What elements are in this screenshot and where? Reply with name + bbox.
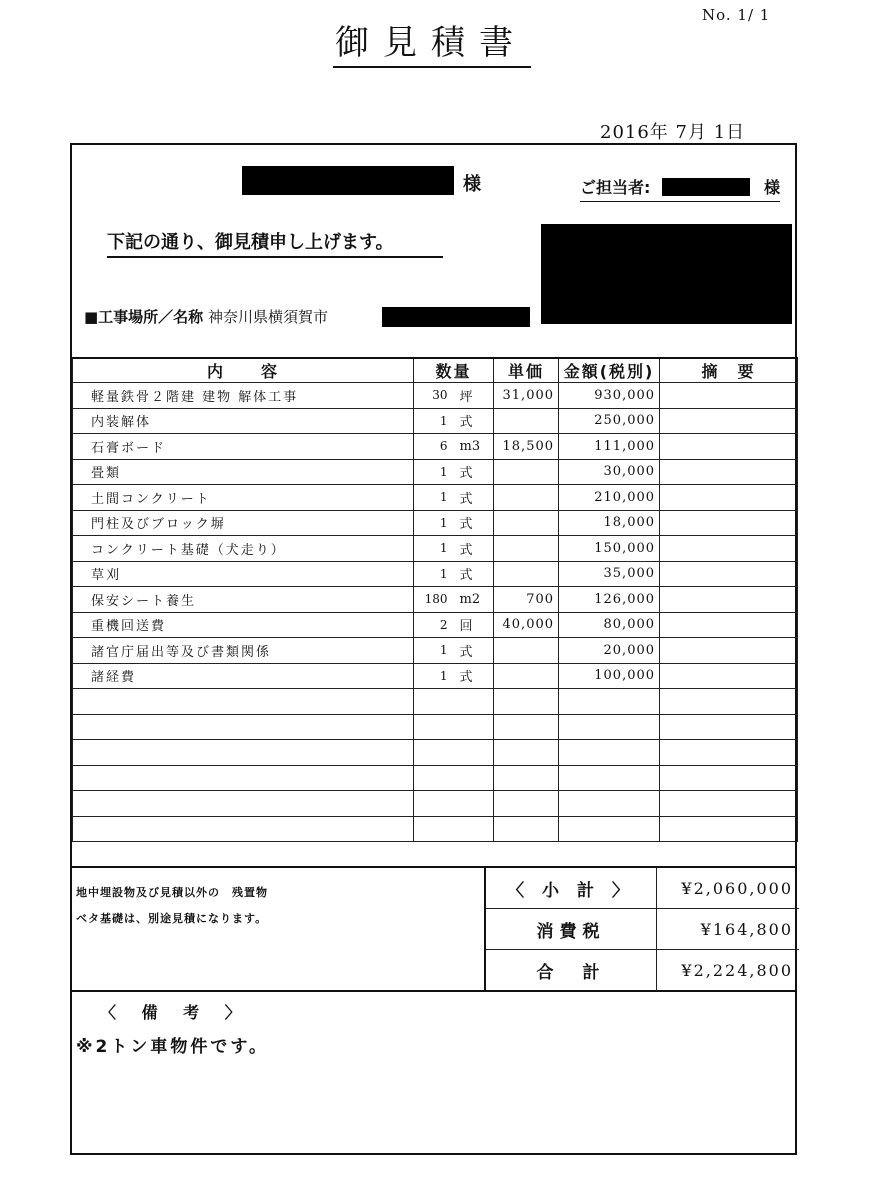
item-unit-price <box>494 561 559 587</box>
item-unit: 坪 <box>454 383 494 409</box>
item-unit: m2 <box>454 587 494 613</box>
item-unit-price <box>494 485 559 511</box>
empty-cell <box>559 689 660 715</box>
item-description: 門柱及びブロック塀 <box>73 510 414 536</box>
item-remarks <box>660 561 798 587</box>
item-remarks <box>660 383 798 409</box>
issuer-block-redacted <box>541 224 792 324</box>
empty-cell <box>414 714 454 740</box>
tax-label: 消費税 <box>486 909 657 949</box>
client-name-redacted <box>242 166 454 195</box>
table-row <box>73 485 798 511</box>
empty-cell <box>414 765 454 791</box>
item-unit-price: 31,000 <box>494 383 559 409</box>
item-quantity: 2 <box>414 612 454 638</box>
site-address-redacted <box>382 307 530 327</box>
empty-cell <box>73 765 414 791</box>
item-description: 諸官庁届出等及び書類関係 <box>73 638 414 664</box>
empty-cell <box>660 689 798 715</box>
item-description: 草刈 <box>73 561 414 587</box>
table-header-row <box>73 358 798 383</box>
contact-name-redacted <box>662 178 750 196</box>
item-amount: 930,000 <box>559 383 660 409</box>
item-quantity: 1 <box>414 663 454 689</box>
empty-cell <box>494 816 559 842</box>
item-remarks <box>660 536 798 562</box>
table-row <box>73 510 798 536</box>
empty-table-row <box>73 689 798 715</box>
empty-cell <box>454 740 494 766</box>
item-quantity: 180 <box>414 587 454 613</box>
item-remarks <box>660 612 798 638</box>
empty-cell <box>660 714 798 740</box>
item-remarks <box>660 510 798 536</box>
empty-cell <box>454 816 494 842</box>
empty-cell <box>454 689 494 715</box>
empty-cell <box>559 740 660 766</box>
item-unit-price <box>494 638 559 664</box>
empty-cell <box>494 714 559 740</box>
empty-cell <box>73 816 414 842</box>
item-remarks <box>660 485 798 511</box>
item-quantity: 30 <box>414 383 454 409</box>
totals-section <box>72 866 797 992</box>
table-row <box>73 434 798 460</box>
empty-cell <box>559 816 660 842</box>
empty-cell <box>414 689 454 715</box>
table-row <box>73 383 798 409</box>
empty-cell <box>494 740 559 766</box>
col-header-remarks: 摘 要 <box>660 358 798 383</box>
item-quantity: 1 <box>414 536 454 562</box>
item-remarks <box>660 434 798 460</box>
item-unit: 式 <box>454 561 494 587</box>
item-amount: 150,000 <box>559 536 660 562</box>
item-description: 内装解体 <box>73 408 414 434</box>
table-row <box>73 408 798 434</box>
exclusion-note-line2: ベタ基礎は、別途見積になります。 <box>76 912 268 925</box>
item-unit-price <box>494 408 559 434</box>
item-quantity: 1 <box>414 459 454 485</box>
item-amount: 100,000 <box>559 663 660 689</box>
empty-cell <box>494 689 559 715</box>
item-amount: 250,000 <box>559 408 660 434</box>
site-value: 神奈川県横須賀市 <box>207 308 328 326</box>
tax-row <box>486 909 799 950</box>
item-remarks <box>660 638 798 664</box>
empty-cell <box>660 740 798 766</box>
empty-cell <box>414 740 454 766</box>
site-label: ■工事場所／名称 <box>84 308 204 326</box>
col-header-quantity: 数量 <box>414 358 494 383</box>
empty-cell <box>559 791 660 817</box>
item-amount: 30,000 <box>559 459 660 485</box>
summary-grid <box>484 868 799 992</box>
table-row <box>73 612 798 638</box>
item-unit-price: 40,000 <box>494 612 559 638</box>
empty-cell <box>454 791 494 817</box>
item-description: 軽量鉄骨２階建 建物 解体工事 <box>73 383 414 409</box>
item-quantity: 1 <box>414 510 454 536</box>
item-quantity: 1 <box>414 485 454 511</box>
contact-honorific: 様 <box>763 178 780 197</box>
empty-cell <box>660 765 798 791</box>
item-description: 畳類 <box>73 459 414 485</box>
item-quantity: 1 <box>414 408 454 434</box>
item-description: 諸経費 <box>73 663 414 689</box>
item-quantity: 1 <box>414 561 454 587</box>
item-unit: 式 <box>454 663 494 689</box>
site-info <box>84 306 328 327</box>
item-remarks <box>660 408 798 434</box>
greeting-text: 下記の通り、御見積申し上げます。 <box>107 228 443 258</box>
subtotal-label: 〈 小 計 〉 <box>486 868 657 908</box>
item-unit-price: 700 <box>494 587 559 613</box>
item-remarks <box>660 587 798 613</box>
empty-cell <box>454 714 494 740</box>
item-description: 石膏ボード <box>73 434 414 460</box>
item-unit: 式 <box>454 485 494 511</box>
exclusion-note-line1: 地中埋設物及び見積以外の 残置物 <box>76 886 268 899</box>
item-amount: 111,000 <box>559 434 660 460</box>
empty-cell <box>73 740 414 766</box>
remarks-body: ※2トン車物件です。 <box>76 1037 269 1057</box>
item-unit: 式 <box>454 510 494 536</box>
subtotal-value: ¥2,060,000 <box>681 878 793 898</box>
tax-value: ¥164,800 <box>700 919 793 939</box>
empty-table-row <box>73 816 798 842</box>
item-unit-price <box>494 663 559 689</box>
empty-table-row <box>73 740 798 766</box>
item-amount: 18,000 <box>559 510 660 536</box>
item-unit-price <box>494 459 559 485</box>
contact-person <box>580 175 780 202</box>
item-quantity: 6 <box>414 434 454 460</box>
total-label: 合 計 <box>486 950 657 991</box>
empty-table-row <box>73 714 798 740</box>
total-value: ¥2,224,800 <box>681 961 793 980</box>
empty-cell <box>559 714 660 740</box>
col-header-description: 内 容 <box>73 358 414 383</box>
empty-cell <box>73 714 414 740</box>
col-header-unit-price: 単価 <box>494 358 559 383</box>
item-unit-price: 18,500 <box>494 434 559 460</box>
item-description: コンクリート基礎（犬走り） <box>73 536 414 562</box>
empty-cell <box>73 791 414 817</box>
contact-label: ご担当者: <box>580 178 651 197</box>
item-unit: m3 <box>454 434 494 460</box>
table-row <box>73 459 798 485</box>
item-unit-price <box>494 510 559 536</box>
empty-cell <box>494 765 559 791</box>
item-amount: 210,000 <box>559 485 660 511</box>
item-amount: 126,000 <box>559 587 660 613</box>
item-amount: 80,000 <box>559 612 660 638</box>
total-row <box>486 950 799 991</box>
item-description: 土間コンクリート <box>73 485 414 511</box>
item-description: 保安シート養生 <box>73 587 414 613</box>
item-unit: 式 <box>454 638 494 664</box>
item-unit: 式 <box>454 408 494 434</box>
item-amount: 20,000 <box>559 638 660 664</box>
empty-cell <box>414 816 454 842</box>
issue-date: 2016年 7月 1日 <box>600 122 746 143</box>
item-unit: 回 <box>454 612 494 638</box>
table-row <box>73 587 798 613</box>
page-number: No. 1/ 1 <box>702 6 771 24</box>
empty-cell <box>454 765 494 791</box>
table-row <box>73 561 798 587</box>
remarks-title: 〈 備 考 〉 <box>100 1003 251 1022</box>
empty-cell <box>494 791 559 817</box>
item-quantity: 1 <box>414 638 454 664</box>
empty-cell <box>559 765 660 791</box>
table-row <box>73 663 798 689</box>
subtotal-row <box>486 868 799 909</box>
line-items-table <box>72 357 798 842</box>
item-unit-price <box>494 536 559 562</box>
empty-cell <box>660 791 798 817</box>
item-unit: 式 <box>454 459 494 485</box>
empty-cell <box>660 816 798 842</box>
item-unit: 式 <box>454 536 494 562</box>
table-row <box>73 638 798 664</box>
client-honorific: 様 <box>463 174 481 195</box>
document-title: 御見積書 <box>333 22 531 68</box>
item-remarks <box>660 663 798 689</box>
col-header-amount: 金額(税別) <box>559 358 660 383</box>
empty-table-row <box>73 791 798 817</box>
item-amount: 35,000 <box>559 561 660 587</box>
table-row <box>73 536 798 562</box>
empty-cell <box>73 689 414 715</box>
item-remarks <box>660 459 798 485</box>
item-description: 重機回送費 <box>73 612 414 638</box>
empty-cell <box>414 791 454 817</box>
empty-table-row <box>73 765 798 791</box>
exclusion-note <box>76 880 268 932</box>
